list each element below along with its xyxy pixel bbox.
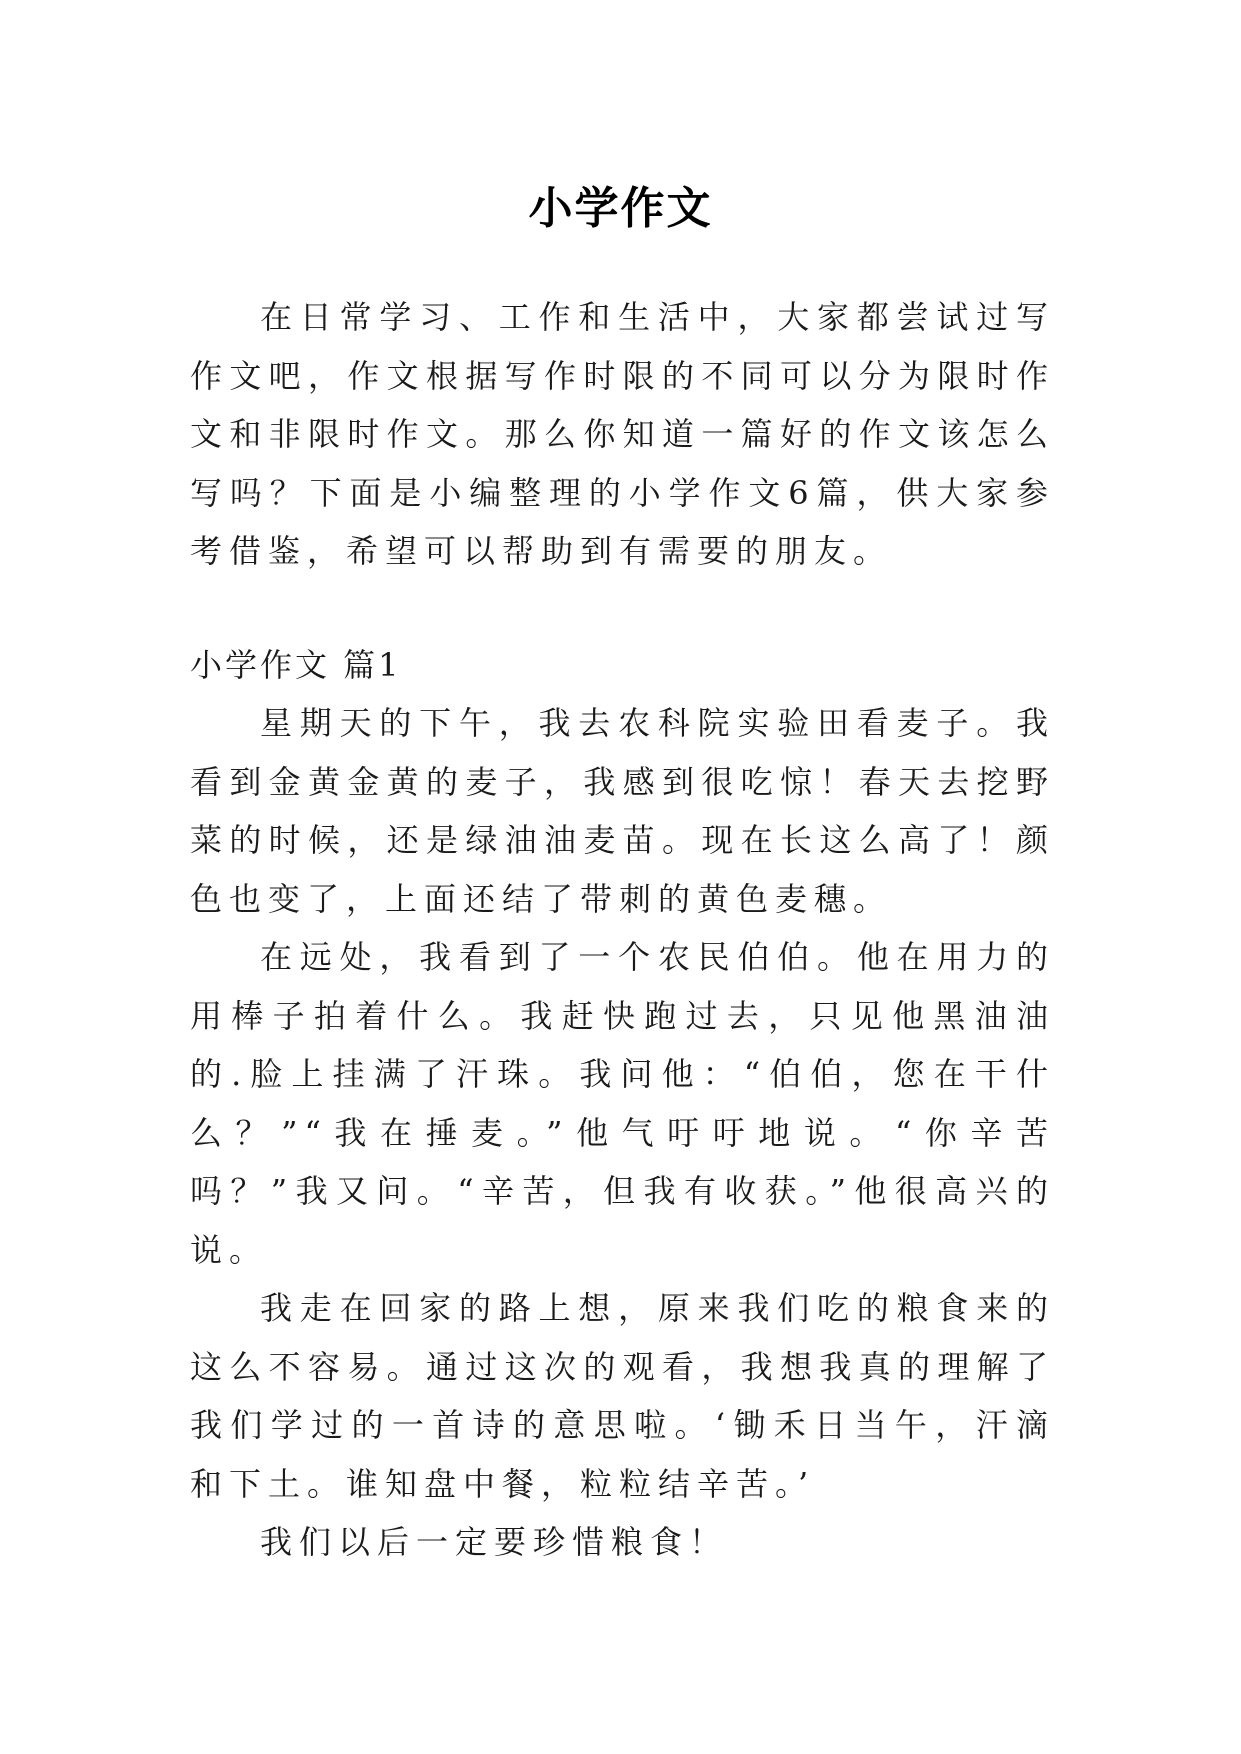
section-heading: 小学作文 篇1: [190, 646, 402, 684]
page-title: 小学作文: [528, 183, 713, 235]
intro-paragraph: 在日常学习、工作和生活中，大家都尝试过写作文吧，作文根据写作时限的不同可以分为限时作文和非限时作文。那么你知道一篇好的作文该怎么写吗？下面是小编整理的小学作文6篇，供大家参考借鉴，希望可以帮助到有需要的朋友。: [190, 298, 1055, 570]
essay-paragraph: 我们以后一定要珍惜粮食！: [260, 1523, 729, 1561]
essay-paragraph: 在远处，我看到了一个农民伯伯。他在用力的用棒子拍着什么。我赶快跑过去，只见他黑油油的.脸上挂满了汗珠。我问他：“伯伯，您在干什么？”“我在捶麦。”他气吁吁地说。“你辛苦吗？”我又问。“辛苦，但我有收获。”他很高兴的说。: [190, 938, 1055, 1269]
essay-body: [190, 694, 1055, 1572]
essay-paragraph: 我走在回家的路上想，原来我们吃的粮食来的这么不容易。通过这次的观看，我想我真的理解了我们学过的一首诗的意思啦。‘锄禾日当午，汗滴和下土。谁知盘中餐，粒粒结辛苦。’: [190, 1289, 1055, 1503]
essay-paragraph: 星期天的下午，我去农科院实验田看麦子。我看到金黄金黄的麦子，我感到很吃惊！春天去挖野菜的时候，还是绿油油麦苗。现在长这么高了！颜色也变了，上面还结了带刺的黄色麦穗。: [190, 704, 1055, 918]
